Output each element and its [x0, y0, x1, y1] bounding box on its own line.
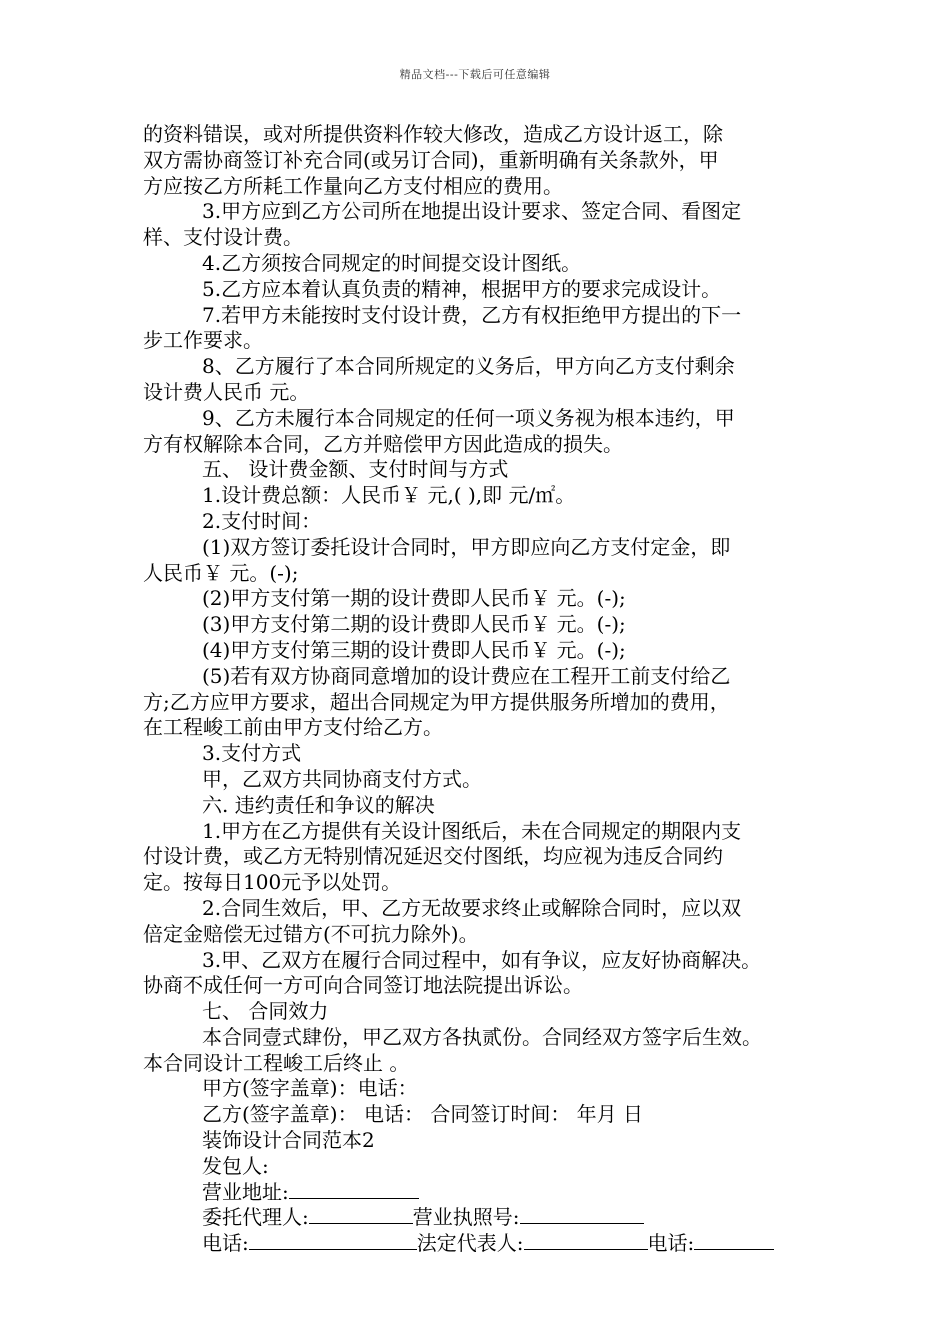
text-line: 方应按乙方所耗工作量向乙方支付相应的费用。: [143, 173, 563, 198]
text-line: (1)双方签订委托设计合同时，甲方即应向乙方支付定金，即: [202, 534, 731, 559]
text-line: 1.甲方在乙方提供有关设计图纸后，未在合同规定的期限内支: [202, 818, 742, 843]
phone-row: [143, 1231, 833, 1257]
section-heading: 五、 设计费金额、支付时间与方式: [202, 457, 509, 482]
document-title: 装饰设计合同范本2: [202, 1128, 375, 1153]
text-line: 本合同壹式肆份，甲乙双方各执贰份。合同经双方签字后生效。: [202, 1024, 762, 1049]
agent-row: [143, 1205, 833, 1231]
text-line: 9、乙方未履行本合同规定的任何一项义务视为根本违约，甲: [202, 405, 735, 430]
text-line: 8、乙方履行了本合同所规定的义务后，甲方向乙方支付剩余: [202, 354, 735, 379]
phone2-blank: [694, 1231, 774, 1250]
text-line: 设计费人民币 元。: [143, 379, 310, 404]
text-line: 3.甲、乙双方在履行合同过程中，如有争议，应友好协商解决。: [202, 947, 762, 972]
text-line: 步工作要求。: [143, 328, 263, 353]
license-blank: [520, 1205, 644, 1224]
text-line: (2)甲方支付第一期的设计费即人民币￥ 元。(-);: [202, 586, 626, 611]
legal-rep-label: 法定代表人:: [416, 1231, 524, 1256]
text-line: 双方需协商签订补充合同(或另订合同)，重新明确有关条款外，甲: [143, 147, 719, 172]
text-line: 3.甲方应到乙方公司所在地提出设计要求、签定合同、看图定: [202, 199, 742, 224]
agent-blank: [309, 1205, 413, 1224]
text-line: 人民币￥ 元。(-);: [143, 560, 299, 585]
text-line: (4)甲方支付第三期的设计费即人民币￥ 元。(-);: [202, 637, 626, 662]
text-line: 1.设计费总额：人民币￥ 元,( ),即 元/㎡。: [202, 483, 576, 508]
agent-label: 委托代理人:: [202, 1205, 309, 1230]
text-line: 发包人:: [202, 1153, 269, 1178]
section-heading: 六. 违约责任和争议的解决: [202, 792, 435, 817]
address-row: [143, 1180, 833, 1206]
text-line: 2.合同生效后，甲、乙方无故要求终止或解除合同时，应以双: [202, 895, 742, 920]
address-blank: [289, 1180, 419, 1199]
text-line: 定。按每日100元予以处罚。: [143, 870, 402, 895]
license-label: 营业执照号:: [412, 1205, 520, 1230]
text-line: 4.乙方须按合同规定的时间提交设计图纸。: [202, 250, 582, 275]
phone-label: 电话:: [202, 1231, 249, 1256]
signature-line-party-b: 乙方(签字盖章)： 电话： 合同签订时间： 年月 日: [202, 1102, 644, 1127]
page-header: 精品文档---下载后可任意编辑: [399, 68, 551, 81]
text-line: 方有权解除本合同，乙方并赔偿甲方因此造成的损失。: [143, 431, 623, 456]
signature-line-party-a: 甲方(签字盖章)：电话：: [202, 1076, 418, 1101]
text-line: 付设计费，或乙方无特别情况延迟交付图纸，均应视为违反合同约: [143, 844, 723, 869]
text-line: 的资料错误，或对所提供资料作较大修改，造成乙方设计返工，除: [143, 122, 723, 146]
legal-rep-blank: [524, 1231, 648, 1250]
section-heading: 七、 合同效力: [202, 999, 329, 1024]
text-line: 样、支付设计费。: [143, 225, 303, 250]
text-line: 甲，乙双方共同协商支付方式。: [202, 766, 482, 791]
text-line: (3)甲方支付第二期的设计费即人民币￥ 元。(-);: [202, 612, 626, 637]
text-line: 倍定金赔偿无过错方(不可抗力除外)。: [143, 921, 479, 946]
text-line: 协商不成任何一方可向合同签订地法院提出诉讼。: [143, 973, 583, 998]
text-line: 在工程峻工前由甲方支付给乙方。: [143, 715, 443, 740]
text-line: (5)若有双方协商同意增加的设计费应在工程开工前支付给乙: [202, 663, 731, 688]
text-line: 7.若甲方未能按时支付设计费，乙方有权拒绝甲方提出的下一: [202, 302, 742, 327]
text-line: 方;乙方应甲方要求，超出合同规定为甲方提供服务所增加的费用，: [143, 689, 730, 714]
contract-body: [143, 122, 833, 1257]
phone2-label: 电话:: [647, 1231, 695, 1256]
text-line: 2.支付时间：: [202, 508, 322, 533]
text-line: 5.乙方应本着认真负责的精神，根据甲方的要求完成设计。: [202, 276, 722, 301]
text-line: 3.支付方式: [202, 741, 302, 766]
phone-blank: [249, 1231, 417, 1250]
address-label: 营业地址:: [202, 1179, 289, 1204]
text-line: 本合同设计工程峻工后终止 。: [143, 1050, 410, 1075]
